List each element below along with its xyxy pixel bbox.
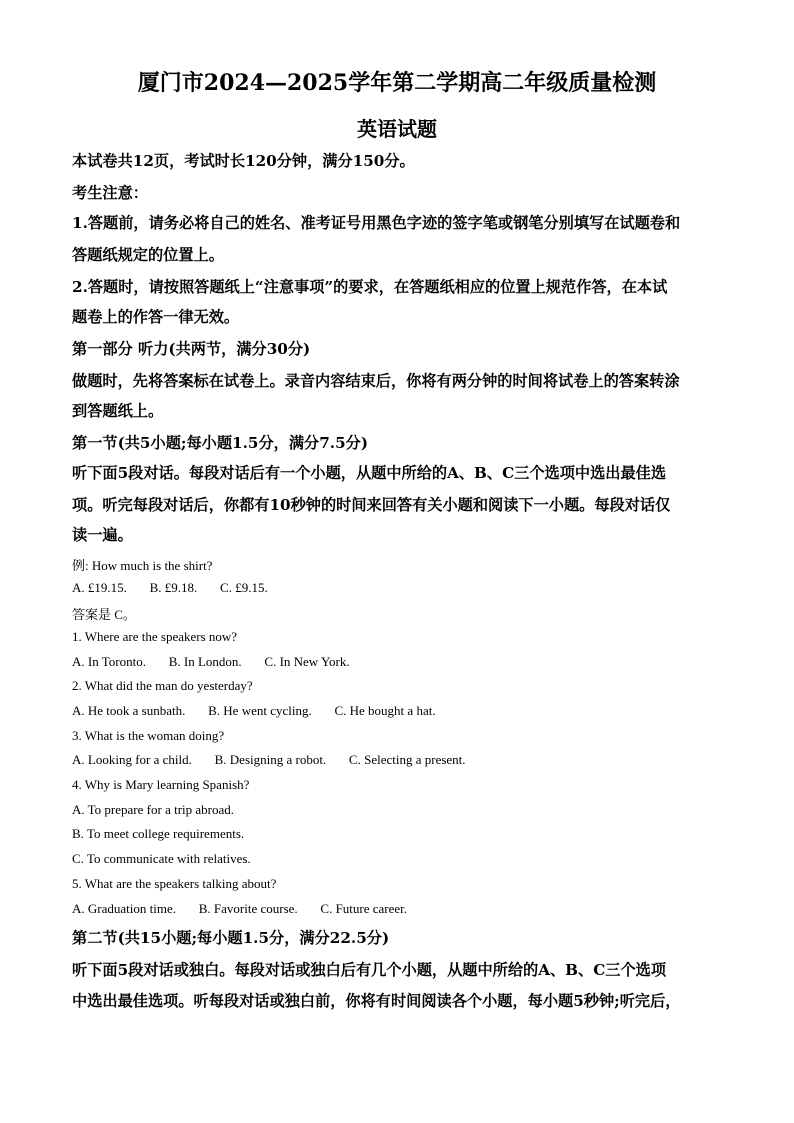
section2-instr-a: 听下面5段对话或独白。每段对话或独白后有几个小题，从题中所给的A、B、C三个选项 (72, 961, 667, 979)
question-1: 1. Where are the speakers now? (72, 629, 238, 644)
section1-instr-b: 项。听完每段对话后，你都有10秒钟的时间来回答有关小题和阅读下一小题。每段对话仅 (72, 496, 671, 514)
question-4: 4. Why is Mary learning Spanish? (72, 777, 250, 792)
question-4-option-a: A. To prepare for a trip abroad. (72, 802, 235, 817)
exam-title: 厦门市2024—2025学年第二学期高二年级质量检测 (137, 70, 657, 96)
part1-instr-a: 做题时，先将答案标在试卷上。录音内容结束后，你将有两分钟的时间将试卷上的答案转涂 (72, 372, 680, 390)
note-1-line-b: 答题纸规定的位置上。 (72, 246, 224, 264)
note-2-line-a: 2.答题时，请按照答题纸上“注意事项”的要求，在答题纸相应的位置上规范作答，在本试 (72, 278, 668, 296)
question-4-option-b: B. To meet college requirements. (72, 826, 245, 841)
example-options: A. £19.15. B. £9.18. C. £9.15. (72, 580, 268, 595)
exam-subtitle: 英语试题 (357, 117, 437, 141)
question-2: 2. What did the man do yesterday? (72, 678, 253, 693)
section1-heading: 第一节(共5小题;每小题1.5分，满分7.5分) (72, 434, 369, 452)
notice-heading: 考生注意： (72, 184, 148, 202)
question-2-options: A. He took a sunbath. B. He went cycling. C. He bought a hat. (72, 703, 436, 718)
question-5-options: A. Graduation time. B. Favorite course. C. Future career. (72, 901, 408, 916)
question-4-option-c: C. To communicate with relatives. (72, 851, 251, 866)
example-question: 例: How much is the shirt? (72, 558, 213, 573)
note-1-line-a: 1.答题前，请务必将自己的姓名、准考证号用黑色字迹的签字笔或钢笔分别填写在试题卷和 (72, 214, 681, 232)
section2-instr-b: 中选出最佳选项。听每段对话或独白前，你将有时间阅读各个小题，每小题5秒钟;听完后， (72, 992, 681, 1010)
example-answer: 答案是 C。 (72, 607, 136, 622)
section2-heading: 第二节(共15小题;每小题1.5分，满分22.5分) (72, 929, 390, 947)
question-3: 3. What is the woman doing? (72, 728, 225, 743)
note-2-line-b: 题卷上的作答一律无效。 (72, 308, 240, 326)
question-3-options: A. Looking for a child. B. Designing a robot. C. Selecting a present. (72, 752, 466, 767)
intro-line: 本试卷共12页，考试时长120分钟，满分150分。 (72, 152, 415, 170)
section1-instr-a: 听下面5段对话。每段对话后有一个小题，从题中所给的A、B、C三个选项中选出最佳选 (72, 464, 667, 482)
question-1-options: A. In Toronto. B. In London. C. In New York. (72, 654, 350, 669)
question-5: 5. What are the speakers talking about? (72, 876, 277, 891)
section1-instr-c: 读一遍。 (72, 526, 133, 544)
part1-instr-b: 到答题纸上。 (72, 402, 164, 420)
part1-heading: 第一部分 听力(共两节，满分30分) (72, 340, 311, 358)
